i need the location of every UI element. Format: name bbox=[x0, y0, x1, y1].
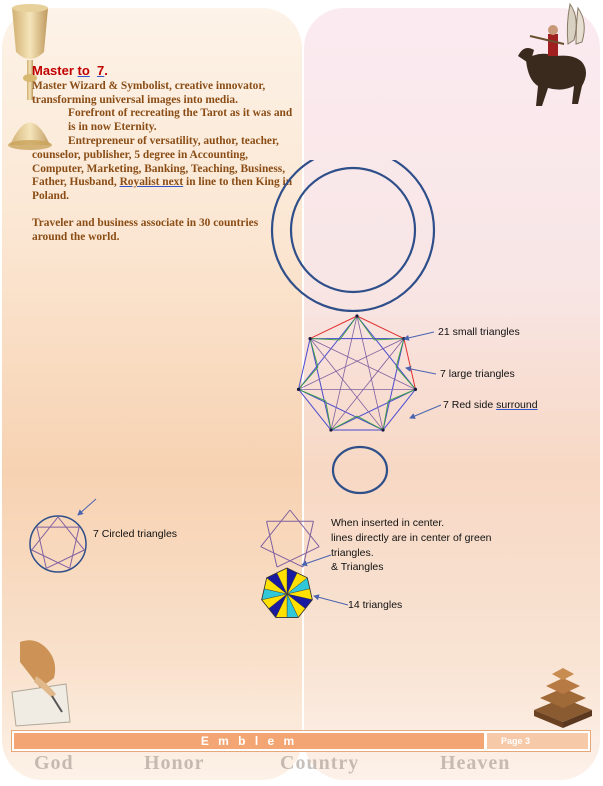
label-red-side-b: surround bbox=[496, 399, 538, 411]
label-fourteen-triangles: 14 triangles bbox=[348, 599, 403, 611]
label-red-side-a: 7 Red side bbox=[443, 399, 497, 411]
motto-god: God bbox=[34, 752, 74, 774]
bio-line-3a: Entrepreneur of versatility, author, teacher, counselor, publisher, 5 degree in Accounting, Computer, Marketing, Banking, Teaching, Business, Father, Husband, bbox=[32, 134, 286, 189]
arrow-fourteen bbox=[314, 596, 348, 605]
note-line-2: lines directly are in center of green triangles. bbox=[331, 531, 492, 559]
motto-country: Country bbox=[280, 752, 360, 774]
arrow-circled bbox=[78, 499, 96, 515]
arrow-large-triangles bbox=[406, 368, 436, 374]
arrow-small-triangles bbox=[404, 332, 434, 339]
page-number: Page 3 bbox=[487, 733, 588, 749]
insertion-note bbox=[331, 516, 531, 575]
label-red-side bbox=[443, 399, 538, 411]
royalist-link: Royalist next bbox=[119, 176, 184, 189]
footer-title: E m b l e m bbox=[14, 733, 484, 749]
bio-line-1: Master Wizard & Symbolist, creative innovator, transforming universal images into media. bbox=[32, 79, 266, 106]
title-prefix: Master bbox=[32, 63, 78, 78]
motto-heaven: Heaven bbox=[440, 752, 511, 774]
title-dot: . bbox=[104, 63, 108, 78]
note-line-3: & Triangles bbox=[331, 561, 384, 574]
bio-line-4: Traveler and business associate in 30 countries around the world. bbox=[32, 216, 259, 243]
label-large-triangles: 7 large triangles bbox=[440, 368, 515, 380]
motto-honor: Honor bbox=[144, 752, 205, 774]
title-number: 7 bbox=[97, 63, 105, 78]
label-small-triangles: 21 small triangles bbox=[438, 326, 520, 338]
label-circled-triangles: 7 Circled triangles bbox=[93, 528, 178, 540]
bio-line-2: Forefront of recreating the Tarot as it was and is in now Eternity. bbox=[68, 107, 293, 134]
arrow-red-side bbox=[410, 405, 441, 418]
footer-bar bbox=[11, 730, 591, 752]
note-line-1: When inserted in center. bbox=[331, 517, 445, 529]
title-to: to bbox=[77, 63, 90, 78]
bio-line-3b: in line to then King in Poland. bbox=[32, 176, 293, 203]
arrow-center bbox=[302, 555, 331, 565]
